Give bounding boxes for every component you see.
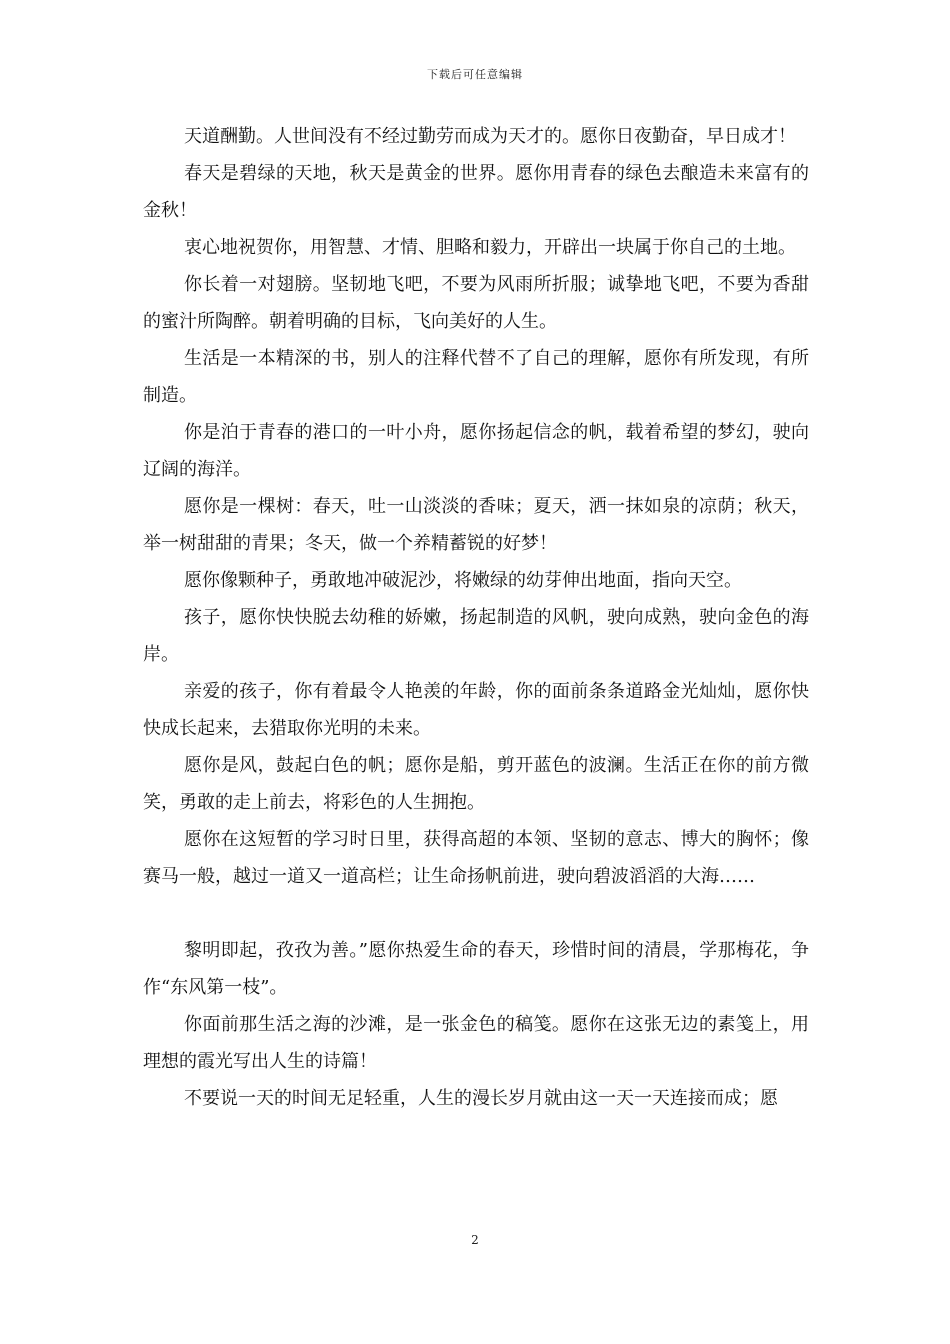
page-number: 2 bbox=[471, 1233, 479, 1247]
paragraph: 天道酬勤。人世间没有不经过勤劳而成为天才的。愿你日夜勤奋，早日成才！ bbox=[184, 126, 796, 147]
paragraph: 愿你在这短暂的学习时日里，获得高超的本领、坚韧的意志、博大的胸怀；像赛马一般，越过一道又一道高栏；让生命扬帆前进，驶向碧波滔滔的大海…… bbox=[143, 829, 809, 887]
paragraph: 衷心地祝贺你，用智慧、才情、胆略和毅力，开辟出一块属于你自己的土地。 bbox=[184, 237, 796, 258]
document-body bbox=[143, 118, 809, 1117]
paragraph: 愿你是一棵树：春天，吐一山淡淡的香味；夏天，洒一抹如泉的凉荫；秋天，举一树甜甜的青果；冬天，做一个养精蓄锐的好梦！ bbox=[143, 496, 809, 554]
paragraph: 愿你像颗种子，勇敢地冲破泥沙，将嫩绿的幼芽伸出地面，指向天空。 bbox=[184, 570, 742, 591]
paragraph: 不要说一天的时间无足轻重，人生的漫长岁月就由这一天一天连接而成；愿 bbox=[184, 1088, 778, 1109]
paragraph: 黎明即起，孜孜为善。”愿你热爱生命的春天，珍惜时间的清晨，学那梅花，争作“东风第一枝”。 bbox=[143, 940, 809, 998]
paragraph: 愿你是风，鼓起白色的帆；愿你是船，剪开蓝色的波澜。生活正在你的前方微笑，勇敢的走上前去，将彩色的人生拥抱。 bbox=[143, 755, 809, 813]
paragraph: 亲爱的孩子，你有着最令人艳羡的年龄，你的面前条条道路金光灿灿，愿你快快成长起来，去猎取你光明的未来。 bbox=[143, 681, 809, 739]
paragraph: 春天是碧绿的天地，秋天是黄金的世界。愿你用青春的绿色去酿造未来富有的金秋！ bbox=[143, 163, 809, 221]
paragraph: 孩子，愿你快快脱去幼稚的娇嫩，扬起制造的风帆，驶向成熟，驶向金色的海岸。 bbox=[143, 607, 809, 665]
paragraph: 你长着一对翅膀。坚韧地飞吧，不要为风雨所折服；诚挚地飞吧，不要为香甜的蜜汁所陶醉。朝着明确的目标，飞向美好的人生。 bbox=[143, 274, 809, 332]
paragraph: 生活是一本精深的书，别人的注释代替不了自己的理解，愿你有所发现，有所制造。 bbox=[143, 348, 809, 406]
page-header: 下载后可任意编辑 bbox=[427, 68, 523, 81]
paragraph: 你面前那生活之海的沙滩，是一张金色的稿笺。愿你在这张无边的素笺上，用理想的霞光写出人生的诗篇！ bbox=[143, 1014, 809, 1072]
paragraph: 你是泊于青春的港口的一叶小舟，愿你扬起信念的帆，载着希望的梦幻，驶向辽阔的海洋。 bbox=[143, 422, 809, 480]
